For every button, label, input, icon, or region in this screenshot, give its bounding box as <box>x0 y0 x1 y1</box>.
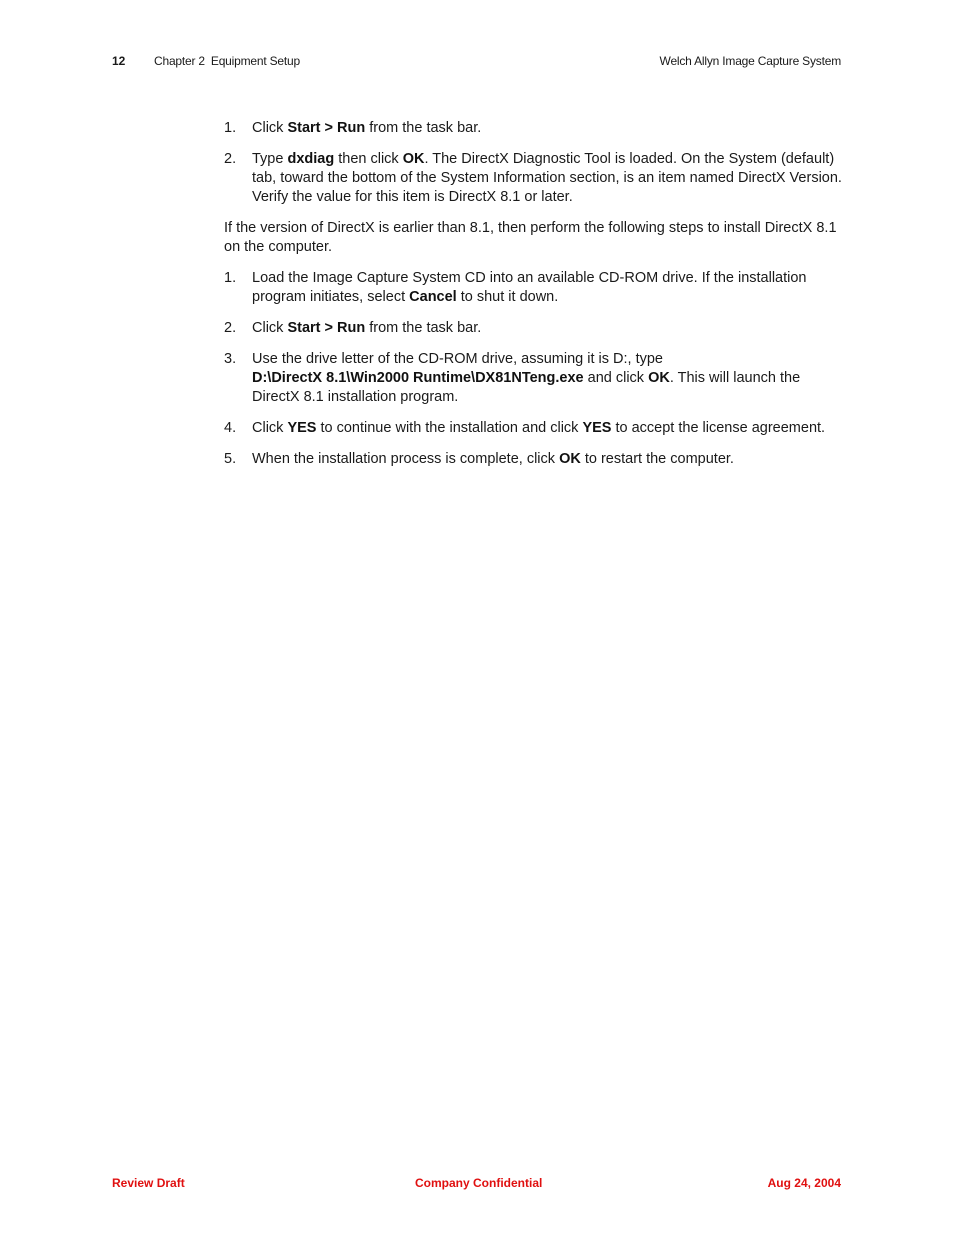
chapter-title: Equipment Setup <box>210 54 300 68</box>
step-number: 3. <box>224 351 237 367</box>
chapter-heading <box>154 52 300 70</box>
step-text: When the installation process is complete, click <box>252 451 560 467</box>
step-text: Click <box>252 420 288 436</box>
step-text: Click <box>252 320 288 336</box>
step-number: 1. <box>224 270 237 286</box>
step-text: then click <box>334 151 403 167</box>
list-item <box>224 269 844 307</box>
page-content <box>224 119 844 481</box>
step-number: 1. <box>224 120 237 136</box>
step-text: Load the Image Capture System CD into an available CD-ROM drive. If the installation program initiates, select <box>252 270 807 305</box>
step-text: to continue with the installation and click <box>316 420 583 436</box>
step-command: OK <box>559 451 581 467</box>
page-number: 12 <box>112 54 126 68</box>
step-text: and click <box>583 370 649 386</box>
page-footer <box>112 1174 841 1192</box>
footer-confidentiality: Company Confidential <box>415 1176 543 1190</box>
footer-date: Aug 24, 2004 <box>767 1176 841 1190</box>
chapter-label: Chapter 2 <box>154 54 205 68</box>
step-command: dxdiag <box>287 151 335 167</box>
step-number: 2. <box>224 151 237 167</box>
list-item <box>224 119 844 138</box>
step-command: YES <box>582 420 612 436</box>
list-item <box>224 319 844 338</box>
step-text: Type <box>252 151 288 167</box>
step-number: 5. <box>224 451 237 467</box>
step-text: from the task bar. <box>365 320 482 336</box>
step-text: to shut it down. <box>456 289 559 305</box>
list-item <box>224 350 844 407</box>
step-command: YES <box>287 420 317 436</box>
step-number: 2. <box>224 320 237 336</box>
step-command: Start > Run <box>287 320 366 336</box>
step-number: 4. <box>224 420 237 436</box>
step-text: Click <box>252 120 288 136</box>
list-item <box>224 419 844 438</box>
install-steps <box>224 269 844 469</box>
step-text: to restart the computer. <box>580 451 734 467</box>
step-text: . The DirectX Diagnostic Tool is loaded. On the System (default) tab, toward the bottom of the System Information section, is an item named DirectX Version. Verify the value for this item is DirectX 8.1 or later. <box>252 151 842 205</box>
step-command: OK <box>402 151 425 167</box>
step-text: to accept the license agreement. <box>611 420 826 436</box>
step-command: Cancel <box>409 289 457 305</box>
document-title: Welch Allyn Image Capture System <box>659 54 841 68</box>
list-item <box>224 150 844 207</box>
file-path: D:\DirectX 8.1\Win2000 Runtime\DX81NTeng.exe <box>252 370 584 386</box>
footer-draft-status: Review Draft <box>112 1176 185 1190</box>
check-version-steps <box>224 119 844 207</box>
step-text: Use the drive letter of the CD-ROM drive, assuming it is D:, type <box>252 351 663 367</box>
list-item <box>224 450 844 469</box>
step-text: . This will launch the DirectX 8.1 installation program. <box>252 370 801 405</box>
step-command: OK <box>648 370 670 386</box>
step-command: Start > Run <box>287 120 366 136</box>
body-paragraph: If the version of DirectX is earlier than 8.1, then perform the following steps to install DirectX 8.1 on the computer. <box>224 220 837 255</box>
step-text: from the task bar. <box>365 120 482 136</box>
page-header <box>112 52 841 70</box>
